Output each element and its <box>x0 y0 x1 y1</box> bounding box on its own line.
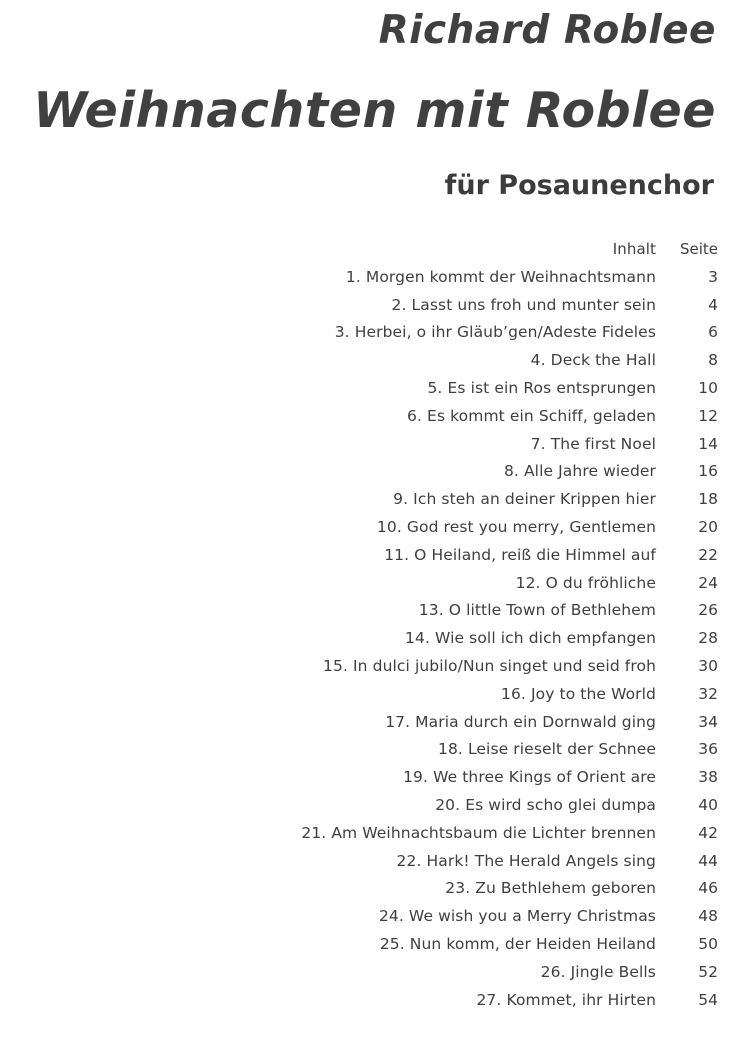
toc-entry-title: 1. Morgen kommt der Weihnachtsmann <box>345 267 656 286</box>
document-subtitle: für Posaunenchor <box>444 170 714 201</box>
toc-entry <box>0 848 750 876</box>
toc-entry <box>0 875 750 903</box>
toc-entry-page: 40 <box>698 795 718 814</box>
toc-entry-title: 2. Lasst uns froh und munter sein <box>391 295 656 314</box>
toc-entry-page: 3 <box>708 267 718 286</box>
toc-entry <box>0 514 750 542</box>
toc-header-row <box>0 236 750 264</box>
toc-column-title-header: Inhalt <box>612 240 656 258</box>
toc-entry <box>0 319 750 347</box>
toc-entry-page: 12 <box>698 406 718 425</box>
toc-entry-page: 18 <box>698 490 718 509</box>
toc-entry-page: 4 <box>708 295 718 314</box>
document-title: Weihnachten mit Roblee <box>33 82 716 139</box>
toc-entry <box>0 736 750 764</box>
toc-entry-title: 15. In dulci jubilo/Nun singet und seid froh <box>323 656 656 675</box>
toc-entry-page: 48 <box>698 907 718 926</box>
toc-entry-title: 4. Deck the Hall <box>530 351 656 370</box>
toc-entry <box>0 486 750 514</box>
toc-entry-title: 19. We three Kings of Orient are <box>403 768 656 787</box>
toc-entry-page: 22 <box>698 545 718 564</box>
toc-entry <box>0 403 750 431</box>
toc-entry-page: 8 <box>708 351 718 370</box>
toc-entry-title: 22. Hark! The Herald Angels sing <box>396 851 656 870</box>
toc-entry-page: 54 <box>698 990 718 1009</box>
toc-entry-page: 20 <box>698 517 718 536</box>
toc-entry-title: 14. Wie soll ich dich empfangen <box>405 629 656 648</box>
toc-entry-title: 25. Nun komm, der Heiden Heiland <box>379 934 656 953</box>
toc-entry <box>0 542 750 570</box>
toc-entry <box>0 570 750 598</box>
table-of-contents <box>0 236 750 1014</box>
toc-entry <box>0 709 750 737</box>
toc-entry <box>0 375 750 403</box>
toc-entry-title: 18. Leise rieselt der Schnee <box>437 740 656 759</box>
toc-entries <box>0 264 750 1015</box>
toc-entry <box>0 653 750 681</box>
toc-entry-page: 30 <box>698 656 718 675</box>
toc-entry-page: 44 <box>698 851 718 870</box>
toc-entry <box>0 903 750 931</box>
toc-column-page-header: Seite <box>679 240 718 258</box>
toc-entry-title: 5. Es ist ein Ros entsprungen <box>427 378 656 397</box>
toc-entry-page: 46 <box>698 879 718 898</box>
toc-entry <box>0 931 750 959</box>
toc-entry-title: 17. Maria durch ein Dornwald ging <box>385 712 656 731</box>
toc-entry-title: 26. Jingle Bells <box>540 962 656 981</box>
toc-entry-page: 28 <box>698 629 718 648</box>
toc-entry-title: 3. Herbei, o ihr Gläub’gen/Adeste Fideles <box>334 323 656 342</box>
toc-entry-title: 10. God rest you merry, Gentlemen <box>376 517 656 536</box>
toc-entry <box>0 987 750 1015</box>
toc-entry-page: 26 <box>698 601 718 620</box>
toc-entry-page: 38 <box>698 768 718 787</box>
toc-entry <box>0 458 750 486</box>
toc-entry <box>0 292 750 320</box>
toc-entry <box>0 792 750 820</box>
toc-entry-title: 24. We wish you a Merry Christmas <box>378 907 656 926</box>
toc-entry-page: 24 <box>698 573 718 592</box>
toc-entry-title: 23. Zu Bethlehem geboren <box>445 879 656 898</box>
toc-entry-title: 16. Joy to the World <box>500 684 656 703</box>
toc-entry-title: 20. Es wird scho glei dumpa <box>435 795 656 814</box>
toc-entry-page: 32 <box>698 684 718 703</box>
toc-entry-title: 6. Es kommt ein Schiff, geladen <box>407 406 656 425</box>
toc-entry-title: 11. O Heiland, reiß die Himmel auf <box>384 545 656 564</box>
author-name: Richard Roblee <box>378 8 716 53</box>
toc-entry-page: 10 <box>698 378 718 397</box>
toc-entry <box>0 431 750 459</box>
toc-entry-title: 12. O du fröhliche <box>515 573 656 592</box>
toc-entry-page: 16 <box>698 462 718 481</box>
toc-entry <box>0 820 750 848</box>
toc-entry-title: 7. The first Noel <box>530 434 656 453</box>
toc-entry <box>0 959 750 987</box>
toc-entry-title: 13. O little Town of Bethlehem <box>418 601 656 620</box>
toc-entry <box>0 625 750 653</box>
toc-entry <box>0 264 750 292</box>
toc-entry <box>0 597 750 625</box>
toc-entry-page: 52 <box>698 962 718 981</box>
toc-entry-page: 50 <box>698 934 718 953</box>
toc-entry-title: 9. Ich steh an deiner Krippen hier <box>393 490 656 509</box>
toc-entry-page: 42 <box>698 823 718 842</box>
toc-entry-title: 8. Alle Jahre wieder <box>503 462 656 481</box>
toc-entry-page: 6 <box>708 323 718 342</box>
toc-entry-page: 36 <box>698 740 718 759</box>
toc-entry-title: 27. Kommet, ihr Hirten <box>476 990 656 1009</box>
toc-entry-page: 14 <box>698 434 718 453</box>
toc-entry <box>0 681 750 709</box>
toc-entry-page: 34 <box>698 712 718 731</box>
toc-entry <box>0 347 750 375</box>
toc-entry <box>0 764 750 792</box>
toc-entry-title: 21. Am Weihnachtsbaum die Lichter brennen <box>301 823 656 842</box>
